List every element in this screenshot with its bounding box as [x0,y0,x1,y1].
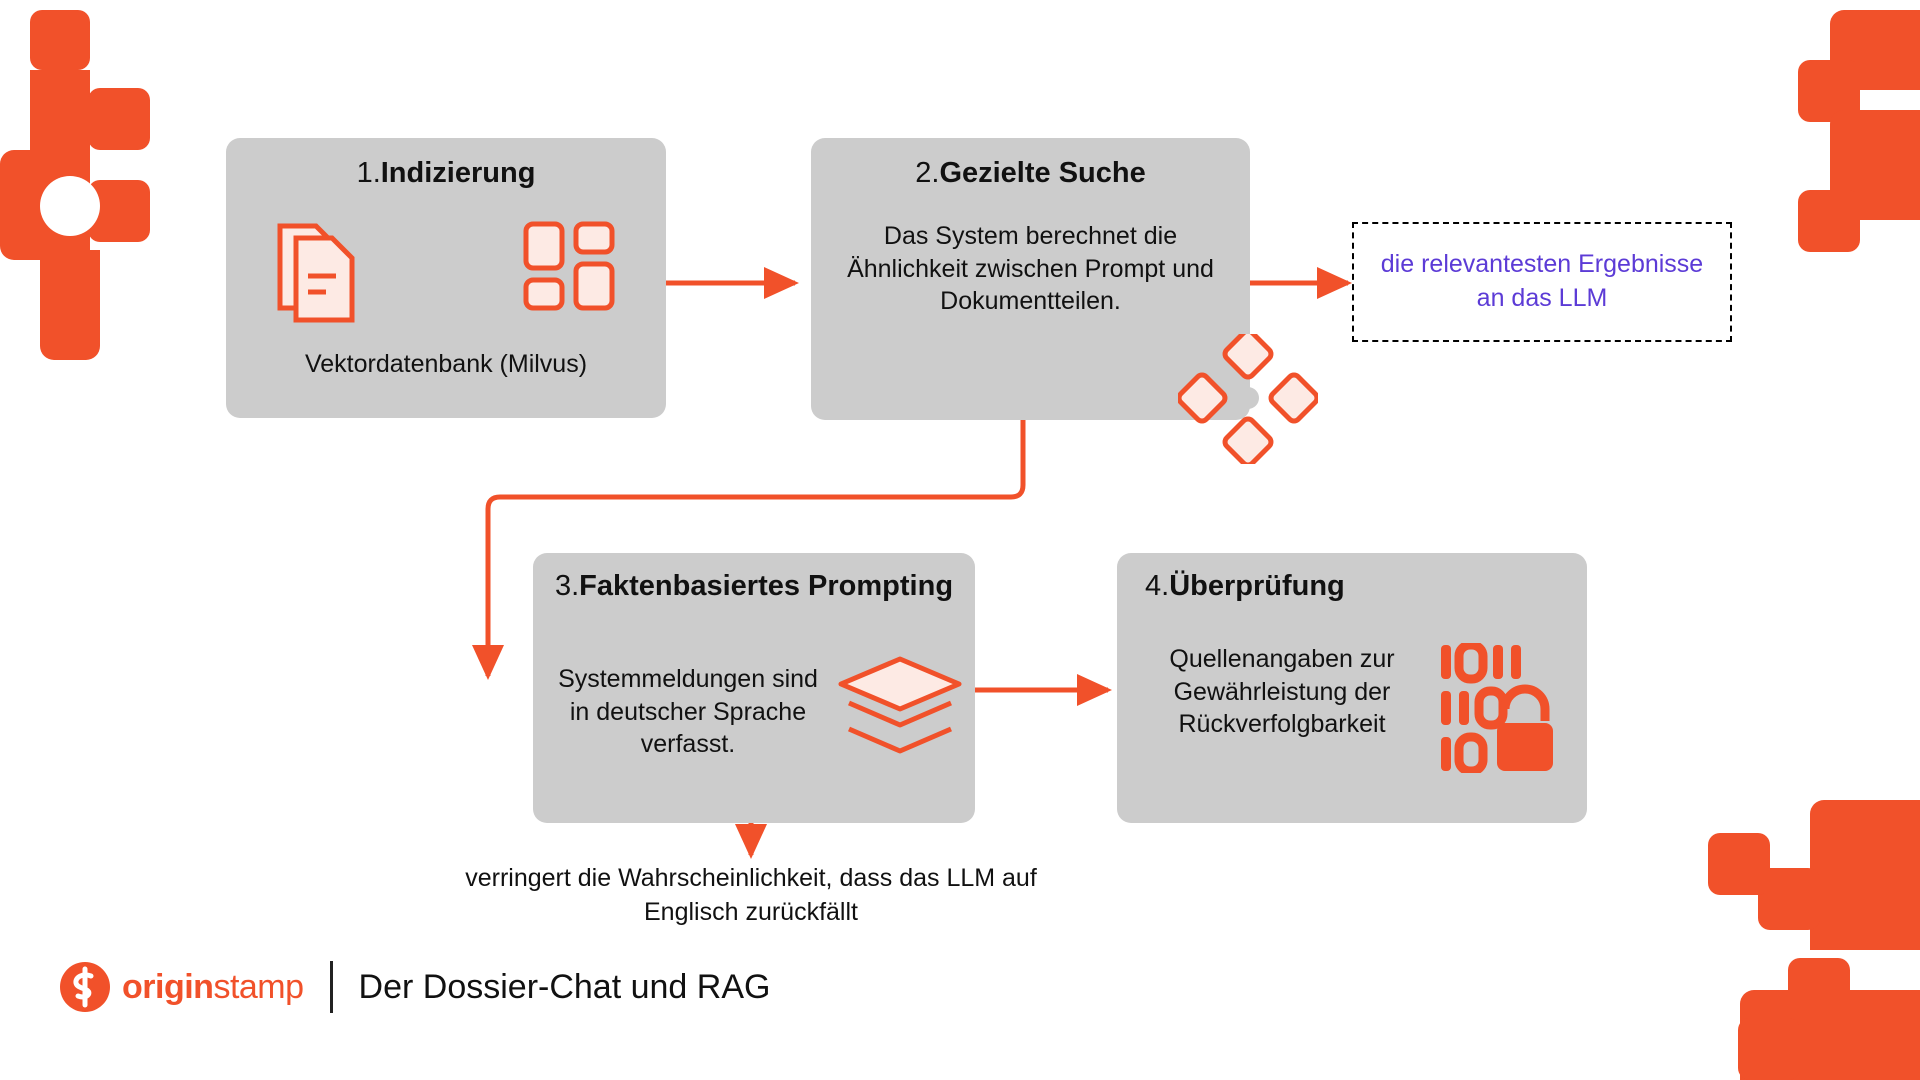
step-3-number: 3. [554,570,580,602]
step-4-number: 4. [1145,570,1170,602]
decoration-top-left [0,0,170,370]
footer [58,960,770,1014]
layers-icon [833,653,968,773]
brand-light: stamp [213,967,304,1006]
document-to-chunks-icon [258,218,638,328]
brand-bold: origin [122,967,214,1006]
step-4-title [1117,569,1587,603]
note-language-fallback: verringert die Wahrscheinlichkeit, dass das LLM auf Englisch zurückfällt [465,864,1037,926]
footer-title: Der Dossier-Chat und RAG [358,967,771,1006]
step-2-body: Das System berechnet die Ähnlichkeit zwischen Prompt und Dokumentteilen. [847,222,1214,315]
step-4-title-text: Überprüfung [1169,570,1345,602]
originstamp-logo-icon [58,960,112,1014]
step-3-title [553,569,955,603]
binary-lock-icon [1437,643,1567,773]
step-1-title-text: Indizierung [380,157,536,189]
footer-divider [330,961,333,1013]
decoration-bottom-right [1660,800,1920,1080]
step-1-number: 1. [356,157,381,189]
decoration-top-right [1770,0,1920,290]
step-2-title [811,156,1250,190]
brand-name [122,968,304,1007]
vector-nodes-icon [1178,334,1318,464]
step-2-number: 2. [915,157,940,189]
step-4-body: Quellenangaben zur Gewährleistung der Rückverfolgbarkeit [1169,645,1395,738]
step-card-3 [533,553,975,823]
step-1-caption: Vektordatenbank (Milvus) [304,350,588,378]
step-3-title-text: Faktenbasiertes Prompting [579,570,954,602]
callout-text: die relevantesten Ergebnisse an das LLM [1380,250,1704,312]
step-1-title [226,156,666,190]
step-card-4 [1117,553,1587,823]
step-2-title-text: Gezielte Suche [939,157,1146,189]
step-card-1 [226,138,666,418]
step-3-body: Systemmeldungen sind in deutscher Sprache verfasst. [558,665,818,758]
callout-relevant-results [1352,222,1732,342]
